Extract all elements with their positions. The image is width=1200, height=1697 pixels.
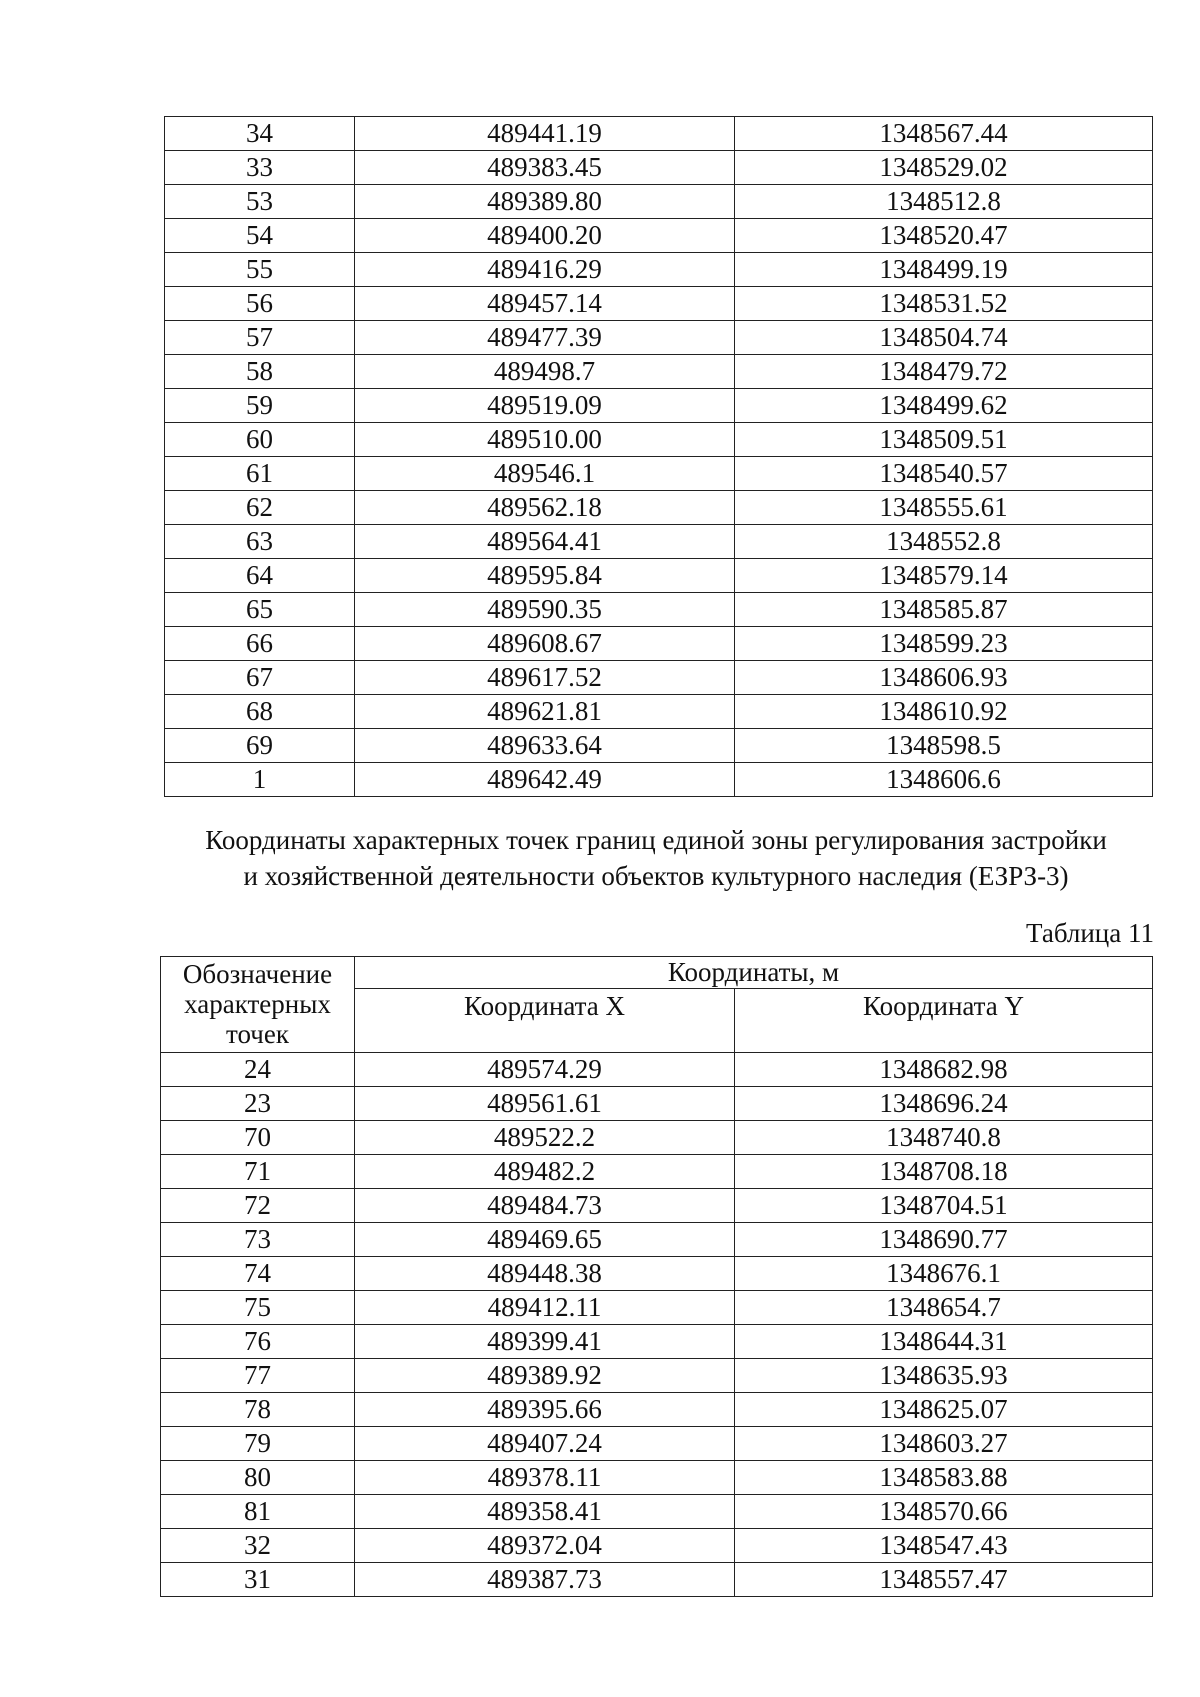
coord-y-cell: 1348690.77: [735, 1223, 1153, 1257]
coord-y-cell: 1348625.07: [735, 1393, 1153, 1427]
header-coord-x: Координата X: [355, 989, 735, 1053]
coord-x-cell: 489389.92: [355, 1359, 735, 1393]
coord-y-cell: 1348531.52: [735, 287, 1153, 321]
point-number-cell: 62: [165, 491, 355, 525]
point-number-cell: 61: [165, 457, 355, 491]
coord-x-cell: 489482.2: [355, 1155, 735, 1189]
point-number-cell: 70: [161, 1121, 355, 1155]
point-number-cell: 24: [161, 1053, 355, 1087]
point-number-cell: 77: [161, 1359, 355, 1393]
heading-line-2: и хозяйственной деятельности объектов культурного наследия (ЕЗРЗ-3): [243, 861, 1069, 891]
coord-x-cell: 489562.18: [355, 491, 735, 525]
coord-x-cell: 489441.19: [355, 117, 735, 151]
coord-y-cell: 1348540.57: [735, 457, 1153, 491]
table-row: [165, 627, 1153, 661]
coord-x-cell: 489387.73: [355, 1563, 735, 1597]
point-number-cell: 54: [165, 219, 355, 253]
table-row: [161, 1291, 1153, 1325]
table-row: [165, 661, 1153, 695]
table-row: [165, 525, 1153, 559]
coord-y-cell: 1348599.23: [735, 627, 1153, 661]
header-designation: Обозначение характерных точек: [161, 957, 355, 1053]
coord-y-cell: 1348570.66: [735, 1495, 1153, 1529]
coord-y-cell: 1348509.51: [735, 423, 1153, 457]
coordinates-table-continued: [164, 116, 1153, 797]
coord-x-cell: 489621.81: [355, 695, 735, 729]
point-number-cell: 71: [161, 1155, 355, 1189]
coord-y-cell: 1348635.93: [735, 1359, 1153, 1393]
point-number-cell: 57: [165, 321, 355, 355]
coord-y-cell: 1348682.98: [735, 1053, 1153, 1087]
coord-x-cell: 489448.38: [355, 1257, 735, 1291]
coord-x-cell: 489590.35: [355, 593, 735, 627]
coordinates-table-11: [160, 956, 1153, 1597]
coord-y-cell: 1348610.92: [735, 695, 1153, 729]
table-row: [161, 1155, 1153, 1189]
coord-y-cell: 1348676.1: [735, 1257, 1153, 1291]
table-row: [161, 1087, 1153, 1121]
point-number-cell: 73: [161, 1223, 355, 1257]
coord-y-cell: 1348606.93: [735, 661, 1153, 695]
coord-y-cell: 1348606.6: [735, 763, 1153, 797]
coord-y-cell: 1348479.72: [735, 355, 1153, 389]
table-row: [161, 1461, 1153, 1495]
coord-x-cell: 489519.09: [355, 389, 735, 423]
point-number-cell: 80: [161, 1461, 355, 1495]
point-number-cell: 74: [161, 1257, 355, 1291]
coord-y-cell: 1348585.87: [735, 593, 1153, 627]
coord-x-cell: 489378.11: [355, 1461, 735, 1495]
coord-y-cell: 1348603.27: [735, 1427, 1153, 1461]
coord-x-cell: 489399.41: [355, 1325, 735, 1359]
coord-y-cell: 1348555.61: [735, 491, 1153, 525]
table-row: [165, 253, 1153, 287]
table-row: [161, 1529, 1153, 1563]
coord-x-cell: 489484.73: [355, 1189, 735, 1223]
table-body: [165, 117, 1153, 797]
coord-y-cell: 1348598.5: [735, 729, 1153, 763]
coord-x-cell: 489522.2: [355, 1121, 735, 1155]
table-row: [165, 763, 1153, 797]
point-number-cell: 60: [165, 423, 355, 457]
coord-y-cell: 1348520.47: [735, 219, 1153, 253]
point-number-cell: 64: [165, 559, 355, 593]
point-number-cell: 63: [165, 525, 355, 559]
point-number-cell: 32: [161, 1529, 355, 1563]
point-number-cell: 59: [165, 389, 355, 423]
coord-x-cell: 489608.67: [355, 627, 735, 661]
table-row: [165, 151, 1153, 185]
table-row: [165, 117, 1153, 151]
point-number-cell: 56: [165, 287, 355, 321]
point-number-cell: 31: [161, 1563, 355, 1597]
coord-x-cell: 489477.39: [355, 321, 735, 355]
table-row: [161, 1563, 1153, 1597]
coord-x-cell: 489561.61: [355, 1087, 735, 1121]
point-number-cell: 78: [161, 1393, 355, 1427]
point-number-cell: 81: [161, 1495, 355, 1529]
coord-x-cell: 489407.24: [355, 1427, 735, 1461]
table-row: [165, 185, 1153, 219]
coord-x-cell: 489469.65: [355, 1223, 735, 1257]
table-row: [161, 1359, 1153, 1393]
coord-y-cell: 1348557.47: [735, 1563, 1153, 1597]
coord-y-cell: 1348704.51: [735, 1189, 1153, 1223]
coord-x-cell: 489546.1: [355, 457, 735, 491]
coord-y-cell: 1348583.88: [735, 1461, 1153, 1495]
coord-x-cell: 489395.66: [355, 1393, 735, 1427]
coord-x-cell: 489389.80: [355, 185, 735, 219]
coord-x-cell: 489416.29: [355, 253, 735, 287]
coord-x-cell: 489372.04: [355, 1529, 735, 1563]
table-body: [161, 1053, 1153, 1597]
table-row: [165, 423, 1153, 457]
table-row: [161, 1427, 1153, 1461]
table-row: [161, 1495, 1153, 1529]
header-coordinates: Координаты, м: [355, 957, 1153, 989]
point-number-cell: 1: [165, 763, 355, 797]
point-number-cell: 65: [165, 593, 355, 627]
coord-y-cell: 1348504.74: [735, 321, 1153, 355]
point-number-cell: 67: [165, 661, 355, 695]
coord-y-cell: 1348567.44: [735, 117, 1153, 151]
table-row: [165, 355, 1153, 389]
point-number-cell: 53: [165, 185, 355, 219]
coord-y-cell: 1348529.02: [735, 151, 1153, 185]
heading-line-1: Координаты характерных точек границ единой зоны регулирования застройки: [205, 825, 1107, 855]
table-row: [165, 695, 1153, 729]
table-row: [161, 1189, 1153, 1223]
table-row: [165, 593, 1153, 627]
coord-x-cell: 489574.29: [355, 1053, 735, 1087]
coord-x-cell: 489400.20: [355, 219, 735, 253]
point-number-cell: 68: [165, 695, 355, 729]
point-number-cell: 75: [161, 1291, 355, 1325]
point-number-cell: 69: [165, 729, 355, 763]
coord-x-cell: 489412.11: [355, 1291, 735, 1325]
header-coord-y: Координата Y: [735, 989, 1153, 1053]
table-row: [161, 1393, 1153, 1427]
table-number-label: Таблица 11: [1026, 918, 1154, 948]
point-number-cell: 23: [161, 1087, 355, 1121]
point-number-cell: 33: [165, 151, 355, 185]
point-number-cell: 34: [165, 117, 355, 151]
coord-y-cell: 1348499.19: [735, 253, 1153, 287]
point-number-cell: 66: [165, 627, 355, 661]
coord-x-cell: 489358.41: [355, 1495, 735, 1529]
coord-y-cell: 1348708.18: [735, 1155, 1153, 1189]
table-row: [165, 559, 1153, 593]
coord-x-cell: 489595.84: [355, 559, 735, 593]
coord-y-cell: 1348552.8: [735, 525, 1153, 559]
coord-y-cell: 1348696.24: [735, 1087, 1153, 1121]
table-row: [165, 287, 1153, 321]
coord-y-cell: 1348654.7: [735, 1291, 1153, 1325]
coord-x-cell: 489633.64: [355, 729, 735, 763]
coord-x-cell: 489457.14: [355, 287, 735, 321]
coord-y-cell: 1348740.8: [735, 1121, 1153, 1155]
table-row: [165, 457, 1153, 491]
coord-x-cell: 489617.52: [355, 661, 735, 695]
coord-y-cell: 1348644.31: [735, 1325, 1153, 1359]
table-row: [161, 1121, 1153, 1155]
point-number-cell: 55: [165, 253, 355, 287]
table-row: [161, 1053, 1153, 1087]
table-header: [161, 957, 1153, 1053]
point-number-cell: 76: [161, 1325, 355, 1359]
table-row: [161, 1223, 1153, 1257]
section-heading: [160, 822, 1152, 894]
table-row: [165, 491, 1153, 525]
coord-x-cell: 489498.7: [355, 355, 735, 389]
coord-x-cell: 489510.00: [355, 423, 735, 457]
coord-y-cell: 1348499.62: [735, 389, 1153, 423]
table-row: [165, 389, 1153, 423]
coord-x-cell: 489383.45: [355, 151, 735, 185]
coord-y-cell: 1348579.14: [735, 559, 1153, 593]
table-row: [165, 729, 1153, 763]
point-number-cell: 58: [165, 355, 355, 389]
point-number-cell: 79: [161, 1427, 355, 1461]
coord-x-cell: 489564.41: [355, 525, 735, 559]
point-number-cell: 72: [161, 1189, 355, 1223]
coord-y-cell: 1348547.43: [735, 1529, 1153, 1563]
coord-x-cell: 489642.49: [355, 763, 735, 797]
table-row: [161, 1325, 1153, 1359]
table-row: [161, 1257, 1153, 1291]
coord-y-cell: 1348512.8: [735, 185, 1153, 219]
table-row: [165, 321, 1153, 355]
table-row: [165, 219, 1153, 253]
